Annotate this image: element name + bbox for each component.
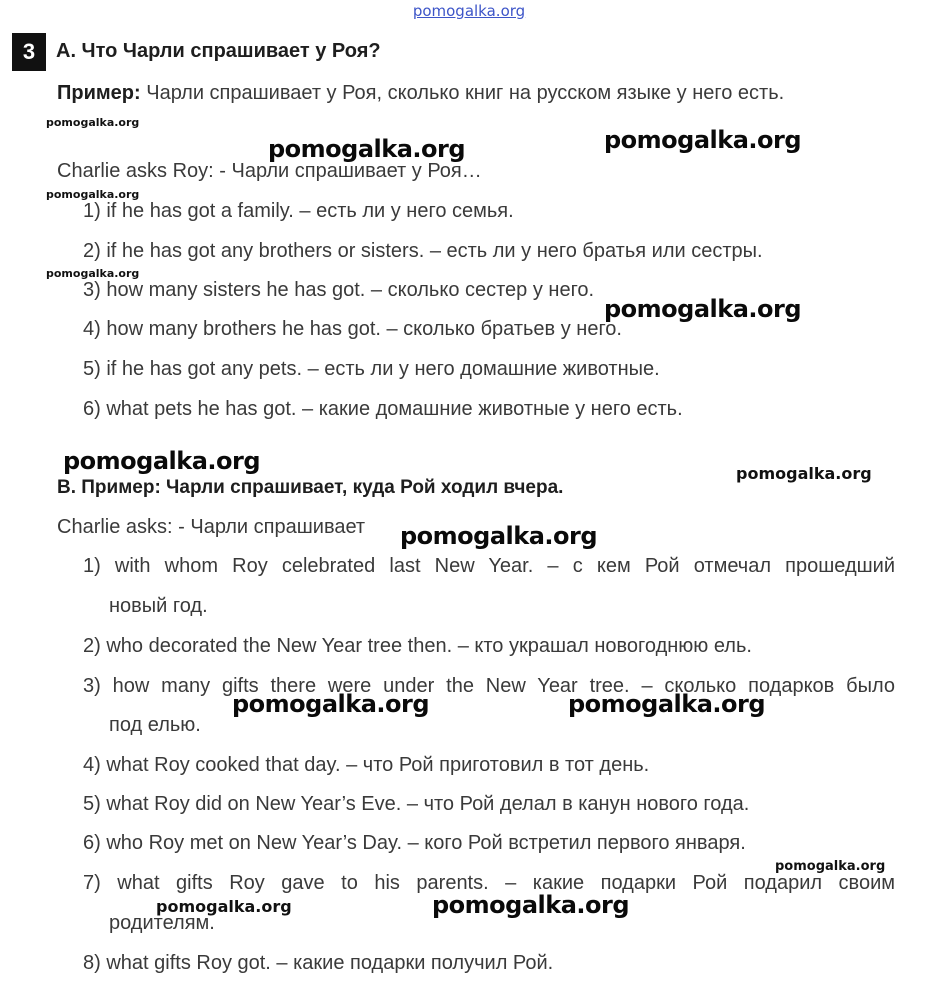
section-b-item: 4) what Roy cooked that day. – что Рой приготовил в тот день. — [83, 754, 650, 776]
section-b-item: 5) what Roy did on New Year’s Eve. – что Рой делал в канун нового года. — [83, 793, 750, 815]
exercise-number-badge: 3 — [12, 33, 46, 71]
section-b-item: 3) how many gifts there were under the New Year tree. – сколько подарков было — [83, 675, 895, 697]
watermark: pomogalka.org — [46, 188, 140, 201]
section-b-item-continuation: под елью. — [109, 714, 201, 736]
section-b-item: 6) who Roy met on New Year’s Day. – кого Рой встретил первого января. — [83, 832, 746, 854]
watermark: pomogalka.org — [604, 126, 802, 154]
watermark: pomogalka.org — [156, 897, 292, 916]
watermark: pomogalka.org — [268, 135, 466, 163]
section-a-item: 5) if he has got any pets. – есть ли у него домашние животные. — [83, 358, 660, 380]
example-text: Чарли спрашивает у Роя, сколько книг на русском языке у него есть. — [146, 82, 785, 104]
watermark: pomogalka.org — [775, 859, 886, 874]
section-a-item: 1) if he has got a family. – есть ли у него семья. — [83, 200, 514, 222]
section-b-lead: Charlie asks: - Чарли спрашивает — [57, 516, 366, 538]
section-a-item: 4) how many brothers he has got. – сколько братьев у него. — [83, 318, 622, 340]
section-b-item-continuation: новый год. — [109, 595, 208, 617]
watermark: pomogalka.org — [736, 464, 872, 483]
section-a-item: 2) if he has got any brothers or sisters. – есть ли у него братья или сестры. — [83, 240, 763, 262]
watermark: pomogalka.org — [63, 447, 261, 475]
section-b-item: 8) what gifts Roy got. – какие подарки получил Рой. — [83, 952, 554, 974]
section-a-item: 6) what pets he has got. – какие домашние животные у него есть. — [83, 398, 683, 420]
section-b-item: 7) what gifts Roy gave to his parents. – какие подарки Рой подарил своим — [83, 872, 895, 894]
section-a-example — [57, 82, 784, 105]
watermark: pomogalka.org — [432, 891, 630, 919]
section-b-title: B. Пример: Чарли спрашивает, куда Рой ходил вчера. — [57, 477, 564, 498]
section-a-title: A. Что Чарли спрашивает у Роя? — [56, 40, 381, 62]
section-b-item: 1) with whom Roy celebrated last New Year. – с кем Рой отмечал прошедший — [83, 555, 895, 577]
site-link[interactable]: pomogalka.org — [412, 2, 526, 20]
watermark: pomogalka.org — [604, 295, 802, 323]
watermark: pomogalka.org — [46, 116, 140, 129]
example-label: Пример: — [57, 82, 141, 104]
section-b-item-continuation: родителям. — [109, 912, 215, 934]
watermark: pomogalka.org — [400, 522, 598, 550]
watermark: pomogalka.org — [568, 690, 766, 718]
section-b-item: 2) who decorated the New Year tree then. – кто украшал новогоднюю ель. — [83, 635, 752, 657]
section-a-item: 3) how many sisters he has got. – сколько сестер у него. — [83, 279, 595, 301]
watermark: pomogalka.org — [232, 690, 430, 718]
watermark: pomogalka.org — [46, 267, 140, 280]
section-a-lead: Charlie asks Roy: - Чарли спрашивает у Роя… — [57, 160, 482, 182]
